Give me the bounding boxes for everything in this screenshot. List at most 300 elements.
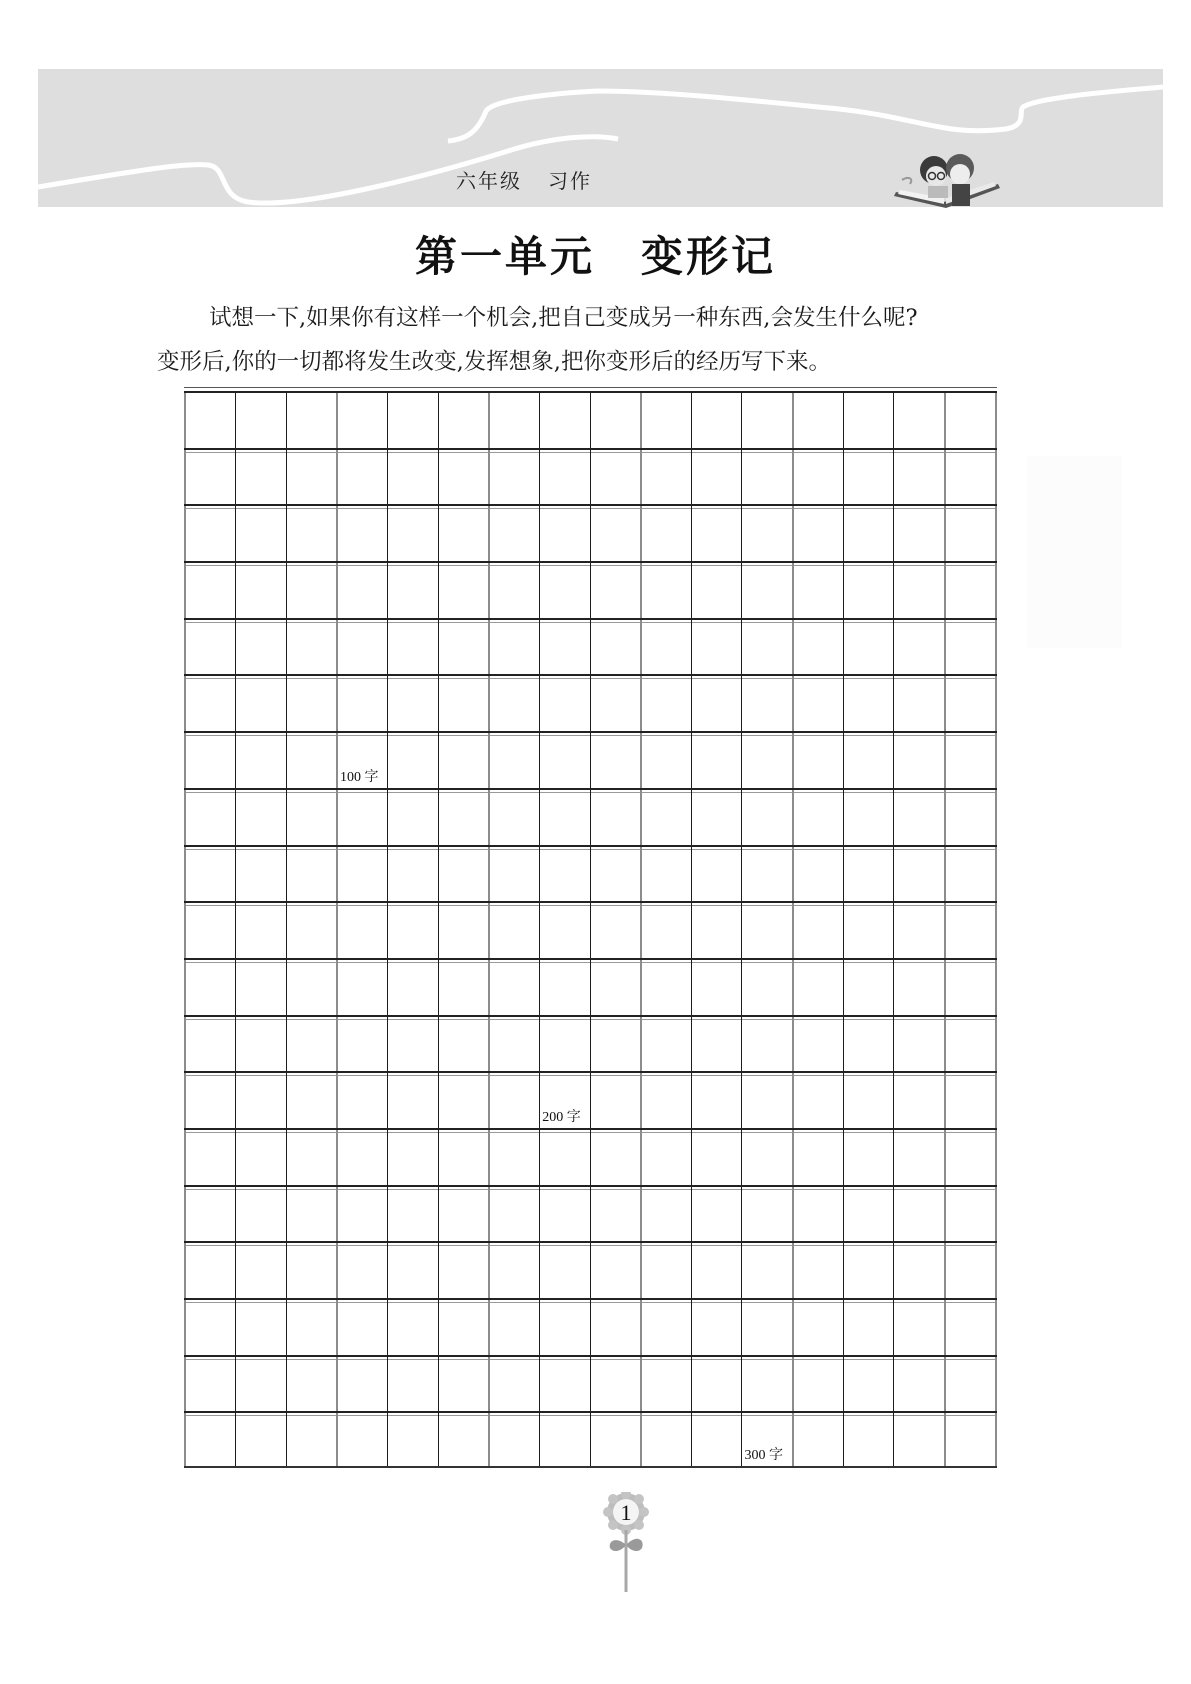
grid-cell[interactable] [640,563,691,618]
grid-cell[interactable] [387,450,437,505]
grid-cell[interactable] [387,1413,437,1466]
grid-cell[interactable] [235,1073,285,1128]
grid-cell[interactable] [691,1243,741,1298]
grid-cell[interactable] [590,1357,640,1412]
grid-cell[interactable] [286,1017,336,1072]
grid-cell[interactable] [387,960,437,1015]
grid-cell[interactable] [235,450,285,505]
grid-cell[interactable] [488,1357,539,1412]
grid-cell[interactable] [286,393,336,448]
grid-cell[interactable] [792,1130,843,1185]
grid-cell[interactable] [235,1017,285,1072]
grid-cell[interactable] [438,393,488,448]
grid-cell[interactable] [691,1413,741,1466]
grid-cell[interactable] [741,1130,791,1185]
grid-cell[interactable] [741,620,791,675]
grid-cell[interactable] [286,733,336,788]
grid-cell[interactable] [843,903,893,958]
grid-cell[interactable] [590,960,640,1015]
grid-cell[interactable] [843,620,893,675]
grid-cell[interactable] [843,960,893,1015]
grid-cell[interactable] [286,1187,336,1242]
grid-cell[interactable] [893,450,943,505]
grid-cell[interactable] [893,790,943,845]
grid-cell[interactable] [691,960,741,1015]
grid-cell[interactable] [944,620,997,675]
grid-cell[interactable] [184,676,235,731]
grid-cell[interactable] [893,903,943,958]
grid-cell[interactable] [387,506,437,561]
grid-cell[interactable] [691,1357,741,1412]
grid-cell[interactable] [235,620,285,675]
grid-cell[interactable] [336,1413,387,1466]
grid-cell[interactable] [590,1187,640,1242]
grid-cell[interactable] [184,1017,235,1072]
grid-cell[interactable] [590,676,640,731]
grid-cell[interactable] [640,1130,691,1185]
grid-cell[interactable] [741,1073,791,1128]
grid-cell[interactable] [741,1017,791,1072]
grid-cell[interactable] [843,1187,893,1242]
grid-cell[interactable] [438,1300,488,1355]
grid-cell[interactable] [286,620,336,675]
grid-cell[interactable] [741,790,791,845]
grid-cell[interactable] [387,903,437,958]
grid-cell[interactable] [438,1130,488,1185]
grid-cell[interactable] [184,393,235,448]
grid-cell[interactable] [438,676,488,731]
grid-cell[interactable] [792,1073,843,1128]
grid-cell[interactable] [539,1073,589,1128]
grid-cell[interactable] [893,393,943,448]
grid-cell[interactable] [387,733,437,788]
grid-cell[interactable] [843,1073,893,1128]
grid-cell[interactable] [438,1017,488,1072]
grid-cell[interactable] [184,1073,235,1128]
grid-cell[interactable] [944,1017,997,1072]
grid-cell[interactable] [741,960,791,1015]
grid-cell[interactable] [488,1243,539,1298]
grid-cell[interactable] [691,1073,741,1128]
grid-cell[interactable] [590,1300,640,1355]
grid-cell[interactable] [488,1017,539,1072]
grid-cell[interactable] [691,1300,741,1355]
grid-cell[interactable] [336,733,387,788]
grid-cell[interactable] [944,393,997,448]
grid-cell[interactable] [184,620,235,675]
grid-cell[interactable] [792,1017,843,1072]
grid-cell[interactable] [336,676,387,731]
grid-cell[interactable] [336,620,387,675]
grid-cell[interactable] [792,1243,843,1298]
grid-cell[interactable] [640,960,691,1015]
grid-cell[interactable] [184,1130,235,1185]
grid-cell[interactable] [387,790,437,845]
grid-cell[interactable] [438,563,488,618]
grid-cell[interactable] [590,1413,640,1466]
grid-cell[interactable] [893,847,943,902]
grid-cell[interactable] [235,790,285,845]
grid-cell[interactable] [640,903,691,958]
grid-cell[interactable] [792,506,843,561]
grid-cell[interactable] [539,733,589,788]
grid-cell[interactable] [640,733,691,788]
grid-cell[interactable] [488,903,539,958]
grid-cell[interactable] [741,733,791,788]
grid-cell[interactable] [488,506,539,561]
grid-cell[interactable] [792,960,843,1015]
grid-cell[interactable] [640,847,691,902]
grid-cell[interactable] [336,847,387,902]
grid-cell[interactable] [843,847,893,902]
grid-cell[interactable] [184,450,235,505]
grid-cell[interactable] [387,1187,437,1242]
grid-cell[interactable] [336,393,387,448]
grid-cell[interactable] [741,393,791,448]
grid-cell[interactable] [944,563,997,618]
grid-cell[interactable] [387,1300,437,1355]
grid-cell[interactable] [438,733,488,788]
grid-cell[interactable] [843,1413,893,1466]
grid-cell[interactable] [691,506,741,561]
grid-cell[interactable] [640,1413,691,1466]
grid-cell[interactable] [792,790,843,845]
grid-cell[interactable] [235,676,285,731]
grid-cell[interactable] [438,1187,488,1242]
grid-cell[interactable] [488,1130,539,1185]
grid-cell[interactable] [944,1187,997,1242]
grid-cell[interactable] [691,790,741,845]
grid-cell[interactable] [438,847,488,902]
grid-cell[interactable] [286,1300,336,1355]
grid-cell[interactable] [235,1413,285,1466]
grid-cell[interactable] [843,790,893,845]
grid-cell[interactable] [184,1300,235,1355]
grid-cell[interactable] [893,620,943,675]
grid-cell[interactable] [691,450,741,505]
grid-cell[interactable] [792,733,843,788]
grid-cell[interactable] [235,1357,285,1412]
grid-cell[interactable] [488,960,539,1015]
grid-cell[interactable] [691,676,741,731]
grid-cell[interactable] [640,1017,691,1072]
grid-cell[interactable] [944,733,997,788]
grid-cell[interactable] [184,847,235,902]
grid-cell[interactable] [893,1413,943,1466]
grid-cell[interactable] [336,1187,387,1242]
grid-cell[interactable] [387,393,437,448]
grid-cell[interactable] [488,450,539,505]
grid-cell[interactable] [893,1300,943,1355]
grid-cell[interactable] [741,1413,791,1466]
grid-cell[interactable] [336,1243,387,1298]
grid-cell[interactable] [539,1017,589,1072]
grid-cell[interactable] [893,1243,943,1298]
grid-cell[interactable] [539,1187,589,1242]
grid-cell[interactable] [235,733,285,788]
grid-cell[interactable] [640,1243,691,1298]
grid-cell[interactable] [235,847,285,902]
grid-cell[interactable] [893,563,943,618]
grid-cell[interactable] [893,676,943,731]
grid-cell[interactable] [741,1243,791,1298]
grid-cell[interactable] [893,506,943,561]
grid-cell[interactable] [235,903,285,958]
grid-cell[interactable] [488,1300,539,1355]
grid-cell[interactable] [944,1130,997,1185]
grid-cell[interactable] [539,960,589,1015]
grid-cell[interactable] [539,620,589,675]
grid-cell[interactable] [387,676,437,731]
grid-cell[interactable] [387,1130,437,1185]
grid-cell[interactable] [184,563,235,618]
grid-cell[interactable] [741,506,791,561]
grid-cell[interactable] [387,1017,437,1072]
grid-cell[interactable] [590,450,640,505]
grid-cell[interactable] [286,676,336,731]
grid-cell[interactable] [843,1130,893,1185]
grid-cell[interactable] [184,1413,235,1466]
grid-cell[interactable] [387,1357,437,1412]
grid-cell[interactable] [184,733,235,788]
grid-cell[interactable] [336,506,387,561]
grid-cell[interactable] [438,506,488,561]
grid-cell[interactable] [792,450,843,505]
grid-cell[interactable] [691,1187,741,1242]
grid-cell[interactable] [893,1357,943,1412]
grid-cell[interactable] [539,1357,589,1412]
grid-cell[interactable] [286,1413,336,1466]
grid-cell[interactable] [741,563,791,618]
grid-cell[interactable] [387,620,437,675]
grid-cell[interactable] [438,1073,488,1128]
grid-cell[interactable] [792,393,843,448]
grid-cell[interactable] [792,1413,843,1466]
grid-cell[interactable] [691,563,741,618]
grid-cell[interactable] [792,563,843,618]
grid-cell[interactable] [843,506,893,561]
grid-cell[interactable] [843,733,893,788]
grid-cell[interactable] [944,450,997,505]
grid-cell[interactable] [336,960,387,1015]
grid-cell[interactable] [741,1187,791,1242]
grid-cell[interactable] [944,506,997,561]
grid-cell[interactable] [286,960,336,1015]
grid-cell[interactable] [286,563,336,618]
grid-cell[interactable] [893,1073,943,1128]
grid-cell[interactable] [590,620,640,675]
grid-cell[interactable] [843,1300,893,1355]
grid-cell[interactable] [184,1243,235,1298]
grid-cell[interactable] [336,1357,387,1412]
grid-cell[interactable] [590,563,640,618]
grid-cell[interactable] [336,790,387,845]
grid-cell[interactable] [286,1130,336,1185]
grid-cell[interactable] [235,1300,285,1355]
grid-cell[interactable] [640,506,691,561]
grid-cell[interactable] [387,563,437,618]
grid-cell[interactable] [184,506,235,561]
grid-cell[interactable] [438,1357,488,1412]
grid-cell[interactable] [539,903,589,958]
grid-cell[interactable] [640,1187,691,1242]
grid-cell[interactable] [843,1357,893,1412]
grid-cell[interactable] [792,1357,843,1412]
grid-cell[interactable] [640,1357,691,1412]
grid-cell[interactable] [640,620,691,675]
grid-cell[interactable] [944,1413,997,1466]
grid-cell[interactable] [944,1243,997,1298]
grid-cell[interactable] [488,847,539,902]
grid-cell[interactable] [741,676,791,731]
grid-cell[interactable] [286,450,336,505]
grid-cell[interactable] [640,393,691,448]
grid-cell[interactable] [488,676,539,731]
grid-cell[interactable] [539,506,589,561]
grid-cell[interactable] [438,450,488,505]
grid-cell[interactable] [539,847,589,902]
grid-cell[interactable] [539,1243,589,1298]
grid-cell[interactable] [336,563,387,618]
grid-cell[interactable] [843,393,893,448]
grid-cell[interactable] [488,1413,539,1466]
grid-cell[interactable] [944,960,997,1015]
grid-cell[interactable] [590,903,640,958]
grid-cell[interactable] [488,563,539,618]
grid-cell[interactable] [336,903,387,958]
grid-cell[interactable] [590,790,640,845]
grid-cell[interactable] [539,676,589,731]
grid-cell[interactable] [741,450,791,505]
grid-cell[interactable] [691,393,741,448]
grid-cell[interactable] [944,790,997,845]
grid-cell[interactable] [741,1300,791,1355]
grid-cell[interactable] [792,1187,843,1242]
grid-cell[interactable] [590,1243,640,1298]
grid-cell[interactable] [488,733,539,788]
grid-cell[interactable] [235,1187,285,1242]
grid-cell[interactable] [640,790,691,845]
grid-cell[interactable] [944,847,997,902]
grid-cell[interactable] [184,790,235,845]
grid-cell[interactable] [893,1130,943,1185]
grid-cell[interactable] [488,620,539,675]
grid-cell[interactable] [640,676,691,731]
grid-cell[interactable] [286,903,336,958]
grid-cell[interactable] [438,620,488,675]
grid-cell[interactable] [843,450,893,505]
grid-cell[interactable] [691,1017,741,1072]
grid-cell[interactable] [691,620,741,675]
grid-cell[interactable] [286,506,336,561]
grid-cell[interactable] [539,563,589,618]
grid-cell[interactable] [387,847,437,902]
grid-cell[interactable] [387,1073,437,1128]
grid-cell[interactable] [843,1243,893,1298]
grid-cell[interactable] [539,790,589,845]
grid-cell[interactable] [184,960,235,1015]
grid-cell[interactable] [792,847,843,902]
grid-cell[interactable] [944,1073,997,1128]
grid-cell[interactable] [741,903,791,958]
grid-cell[interactable] [590,1130,640,1185]
grid-cell[interactable] [741,1357,791,1412]
grid-cell[interactable] [792,676,843,731]
grid-cell[interactable] [539,393,589,448]
grid-cell[interactable] [944,1300,997,1355]
grid-cell[interactable] [640,1300,691,1355]
grid-cell[interactable] [438,903,488,958]
grid-cell[interactable] [184,1357,235,1412]
grid-cell[interactable] [488,790,539,845]
grid-cell[interactable] [893,960,943,1015]
grid-cell[interactable] [438,790,488,845]
grid-cell[interactable] [590,506,640,561]
grid-cell[interactable] [235,563,285,618]
grid-cell[interactable] [336,1300,387,1355]
grid-cell[interactable] [792,1300,843,1355]
grid-cell[interactable] [843,563,893,618]
grid-cell[interactable] [640,1073,691,1128]
grid-cell[interactable] [438,960,488,1015]
grid-cell[interactable] [893,733,943,788]
grid-cell[interactable] [286,1357,336,1412]
grid-cell[interactable] [843,676,893,731]
grid-cell[interactable] [438,1243,488,1298]
grid-cell[interactable] [235,1243,285,1298]
grid-cell[interactable] [488,1187,539,1242]
grid-cell[interactable] [691,903,741,958]
grid-cell[interactable] [893,1017,943,1072]
grid-cell[interactable] [590,393,640,448]
grid-cell[interactable] [235,506,285,561]
grid-cell[interactable] [336,1073,387,1128]
grid-cell[interactable] [590,1017,640,1072]
grid-cell[interactable] [590,847,640,902]
grid-cell[interactable] [488,1073,539,1128]
grid-cell[interactable] [893,1187,943,1242]
grid-cell[interactable] [184,903,235,958]
grid-cell[interactable] [336,1017,387,1072]
grid-cell[interactable] [843,1017,893,1072]
grid-cell[interactable] [539,450,589,505]
grid-cell[interactable] [286,790,336,845]
grid-cell[interactable] [590,733,640,788]
grid-cell[interactable] [944,903,997,958]
grid-cell[interactable] [286,1243,336,1298]
grid-cell[interactable] [944,1357,997,1412]
grid-cell[interactable] [336,450,387,505]
grid-cell[interactable] [691,1130,741,1185]
grid-cell[interactable] [590,1073,640,1128]
grid-cell[interactable] [539,1300,589,1355]
grid-cell[interactable] [741,847,791,902]
grid-cell[interactable] [691,847,741,902]
grid-cell[interactable] [438,1413,488,1466]
grid-cell[interactable] [640,450,691,505]
grid-cell[interactable] [488,393,539,448]
grid-cell[interactable] [235,1130,285,1185]
grid-cell[interactable] [691,733,741,788]
grid-cell[interactable] [336,1130,387,1185]
grid-cell[interactable] [944,676,997,731]
grid-cell[interactable] [235,393,285,448]
grid-cell[interactable] [792,903,843,958]
grid-cell[interactable] [286,1073,336,1128]
grid-cell[interactable] [539,1130,589,1185]
grid-cell[interactable] [539,1413,589,1466]
grid-cell[interactable] [235,960,285,1015]
